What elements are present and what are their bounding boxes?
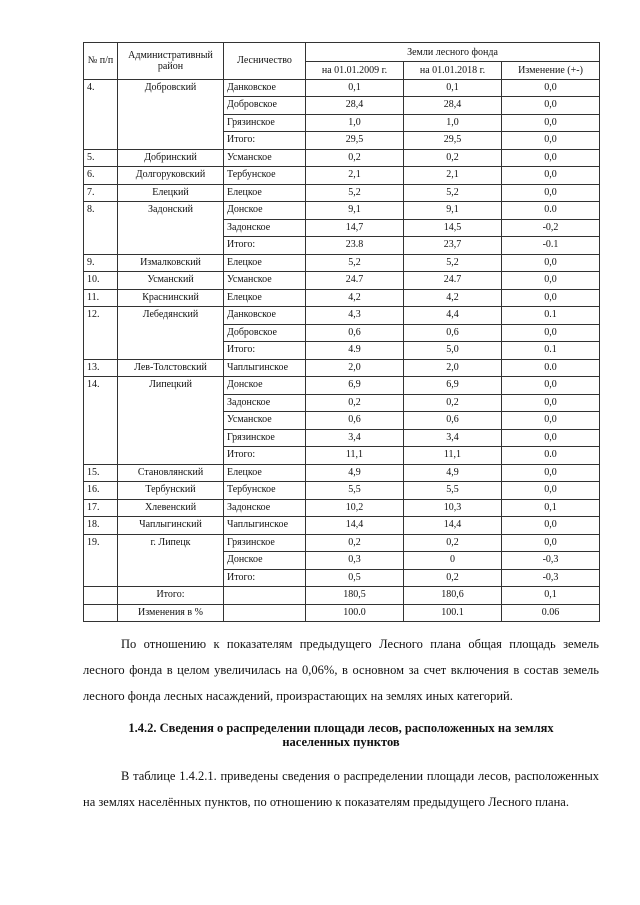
header-2009: на 01.01.2009 г. [306,62,404,80]
value-change: 0,0 [502,167,600,185]
value-2018: 3,4 [404,429,502,447]
value-2018: 11,1 [404,447,502,465]
header-lands-group: Земли лесного фонда [306,43,600,62]
forestry-name: Задонское [224,219,306,237]
value-2009: 4.9 [306,342,404,360]
value-change: 0.1 [502,342,600,360]
forestry-name: Задонское [224,499,306,517]
value-2018: 5,2 [404,184,502,202]
forestry-name: Усманское [224,412,306,430]
forestry-name: Тербунское [224,482,306,500]
forestry-name: Донское [224,377,306,395]
row-number: 11. [84,289,118,307]
table-row [84,202,600,220]
forestry-name: Елецкое [224,184,306,202]
value-change: -0,3 [502,569,600,587]
value-2009: 0,3 [306,552,404,570]
value-2018: 0,2 [404,534,502,552]
value-change: -0,2 [502,219,600,237]
value-2009: 4,9 [306,464,404,482]
forestry-name: Грязинское [224,534,306,552]
value-2018: 9,1 [404,202,502,220]
value-2018: 0,2 [404,394,502,412]
value-2009: 24.7 [306,272,404,290]
row-number: 13. [84,359,118,377]
forestry-name: Добровское [224,324,306,342]
total-row [84,587,600,605]
value-2009: 0,2 [306,394,404,412]
value-2009: 0,6 [306,324,404,342]
district-name: Краснинский [118,289,224,307]
value-change: -0,3 [502,552,600,570]
value-2009: 0,2 [306,534,404,552]
value-2009: 5,2 [306,184,404,202]
value-2018: 14,4 [404,517,502,535]
district-name: Хлевенский [118,499,224,517]
value-change: 0.0 [502,359,600,377]
forestry-name: Чаплыгинское [224,359,306,377]
value-2009: 1,0 [306,114,404,132]
row-number: 6. [84,167,118,185]
value-2018: 2,0 [404,359,502,377]
row-number: 8. [84,202,118,255]
value-2018: 14,5 [404,219,502,237]
total-label: Итого: [118,587,224,605]
forestry-name: Донское [224,552,306,570]
row-number: 10. [84,272,118,290]
value-2018: 1,0 [404,114,502,132]
value-change: -0.1 [502,237,600,255]
value-2009: 2,0 [306,359,404,377]
value-2018: 6,9 [404,377,502,395]
value-2018: 4,4 [404,307,502,325]
total-change: 0,1 [502,587,600,605]
value-2009: 4,2 [306,289,404,307]
district-name: Усманский [118,272,224,290]
table-row [84,79,600,97]
value-2018: 24.7 [404,272,502,290]
row-number: 14. [84,377,118,465]
value-2009: 4,3 [306,307,404,325]
value-2018: 0,1 [404,79,502,97]
value-2018: 23,7 [404,237,502,255]
value-change: 0,0 [502,254,600,272]
value-2009: 0,2 [306,149,404,167]
pct-label: Изменения в % [118,604,224,622]
forestry-name: Добровское [224,97,306,115]
table-row [84,534,600,552]
value-2009: 11,1 [306,447,404,465]
district-name: Лев-Толстовский [118,359,224,377]
forest-land-table [83,42,600,622]
pct-empty-cell [224,604,306,622]
table-row [84,464,600,482]
forestry-name: Итого: [224,342,306,360]
value-change: 0,0 [502,132,600,150]
value-2018: 0,2 [404,149,502,167]
district-name: Тербунский [118,482,224,500]
value-change: 0,0 [502,482,600,500]
value-change: 0,0 [502,534,600,552]
row-number: 19. [84,534,118,587]
value-2009: 0,1 [306,79,404,97]
section-heading: 1.4.2. Сведения о распределении площади лесов, расположенных на землях населенных пунктов [128,721,554,749]
forestry-name: Данковское [224,307,306,325]
value-2009: 0,5 [306,569,404,587]
value-change: 0,0 [502,517,600,535]
value-2009: 2,1 [306,167,404,185]
district-name: Елецкий [118,184,224,202]
forestry-name: Грязинское [224,114,306,132]
header-forestry: Лесничество [224,43,306,80]
district-name: Добровский [118,79,224,149]
value-2018: 0,6 [404,412,502,430]
district-name: Задонский [118,202,224,255]
forestry-name: Итого: [224,569,306,587]
forestry-name: Грязинское [224,429,306,447]
value-2018: 2,1 [404,167,502,185]
value-2009: 6,9 [306,377,404,395]
forestry-name: Елецкое [224,254,306,272]
pct-num-cell [84,604,118,622]
row-number: 12. [84,307,118,360]
table-row [84,184,600,202]
value-2018: 5,2 [404,254,502,272]
value-change: 0,0 [502,272,600,290]
value-2009: 9,1 [306,202,404,220]
forestry-name: Усманское [224,149,306,167]
value-change: 0,0 [502,377,600,395]
forestry-name: Елецкое [224,464,306,482]
table-body [84,79,600,587]
total-2009: 180,5 [306,587,404,605]
value-change: 0,0 [502,429,600,447]
district-name: Лебедянский [118,307,224,360]
table-row [84,149,600,167]
total-2018: 180,6 [404,587,502,605]
table-row [84,289,600,307]
value-change: 0,0 [502,289,600,307]
row-number: 4. [84,79,118,149]
value-change: 0.0 [502,447,600,465]
value-2018: 29,5 [404,132,502,150]
forestry-name: Чаплыгинское [224,517,306,535]
value-change: 0,0 [502,97,600,115]
table-row [84,359,600,377]
pct-2009: 100.0 [306,604,404,622]
value-change: 0,0 [502,412,600,430]
total-empty-cell [224,587,306,605]
total-num-cell [84,587,118,605]
value-change: 0,0 [502,184,600,202]
value-change: 0,0 [502,464,600,482]
forestry-name: Итого: [224,237,306,255]
value-2009: 14,7 [306,219,404,237]
forestry-name: Усманское [224,272,306,290]
forestry-name: Данковское [224,79,306,97]
value-2009: 3,4 [306,429,404,447]
value-change: 0.0 [502,202,600,220]
value-change: 0,0 [502,149,600,167]
value-2009: 10,2 [306,499,404,517]
value-2009: 23.8 [306,237,404,255]
paragraph-intro: В таблице 1.4.2.1. приведены сведения о распределении площади лесов, расположенных на землях населённых пунктов, по отношению к показателям предыдущего Лесного плана. [83,769,599,809]
district-name: Чаплыгинский [118,517,224,535]
value-2018: 0,6 [404,324,502,342]
table-row [84,377,600,395]
table-row [84,272,600,290]
table-row [84,167,600,185]
value-2009: 5,2 [306,254,404,272]
value-change: 0,1 [502,499,600,517]
value-2009: 0,6 [306,412,404,430]
header-2018: на 01.01.2018 г. [404,62,502,80]
value-2018: 28,4 [404,97,502,115]
row-number: 17. [84,499,118,517]
district-name: Липецкий [118,377,224,465]
value-2009: 28,4 [306,97,404,115]
value-change: 0,0 [502,114,600,132]
value-2018: 0 [404,552,502,570]
paragraph-summary: По отношению к показателям предыдущего Лесного плана общая площадь земель лесного фонда в целом увеличилась на 0,06%, в основном за счет включения в состав земель лесного фонда лесных насаждений, произрастающих на землях иных категорий. [83,637,599,703]
table-row [84,517,600,535]
changes-pct-row [84,604,600,622]
district-name: Добринский [118,149,224,167]
header-change: Изменение (+-) [502,62,600,80]
table-row [84,254,600,272]
row-number: 15. [84,464,118,482]
value-2018: 5,5 [404,482,502,500]
forestry-name: Елецкое [224,289,306,307]
header-district: Административный район [118,43,224,80]
district-name: Становлянский [118,464,224,482]
row-number: 16. [84,482,118,500]
pct-change: 0.06 [502,604,600,622]
district-name: г. Липецк [118,534,224,587]
row-number: 5. [84,149,118,167]
forestry-name: Итого: [224,447,306,465]
value-2009: 14,4 [306,517,404,535]
value-change: 0,0 [502,394,600,412]
table-row [84,499,600,517]
forestry-name: Задонское [224,394,306,412]
value-change: 0.1 [502,307,600,325]
pct-2018: 100.1 [404,604,502,622]
forestry-name: Тербунское [224,167,306,185]
header-num: № п/п [84,43,118,80]
value-2018: 4,2 [404,289,502,307]
value-2018: 10,3 [404,499,502,517]
value-change: 0,0 [502,79,600,97]
value-change: 0,0 [502,324,600,342]
table-row [84,307,600,325]
district-name: Долгоруковский [118,167,224,185]
table-row [84,482,600,500]
value-2009: 29,5 [306,132,404,150]
forestry-name: Итого: [224,132,306,150]
value-2009: 5,5 [306,482,404,500]
row-number: 7. [84,184,118,202]
row-number: 9. [84,254,118,272]
value-2018: 5,0 [404,342,502,360]
row-number: 18. [84,517,118,535]
forestry-name: Донское [224,202,306,220]
district-name: Измалковский [118,254,224,272]
value-2018: 0,2 [404,569,502,587]
value-2018: 4,9 [404,464,502,482]
